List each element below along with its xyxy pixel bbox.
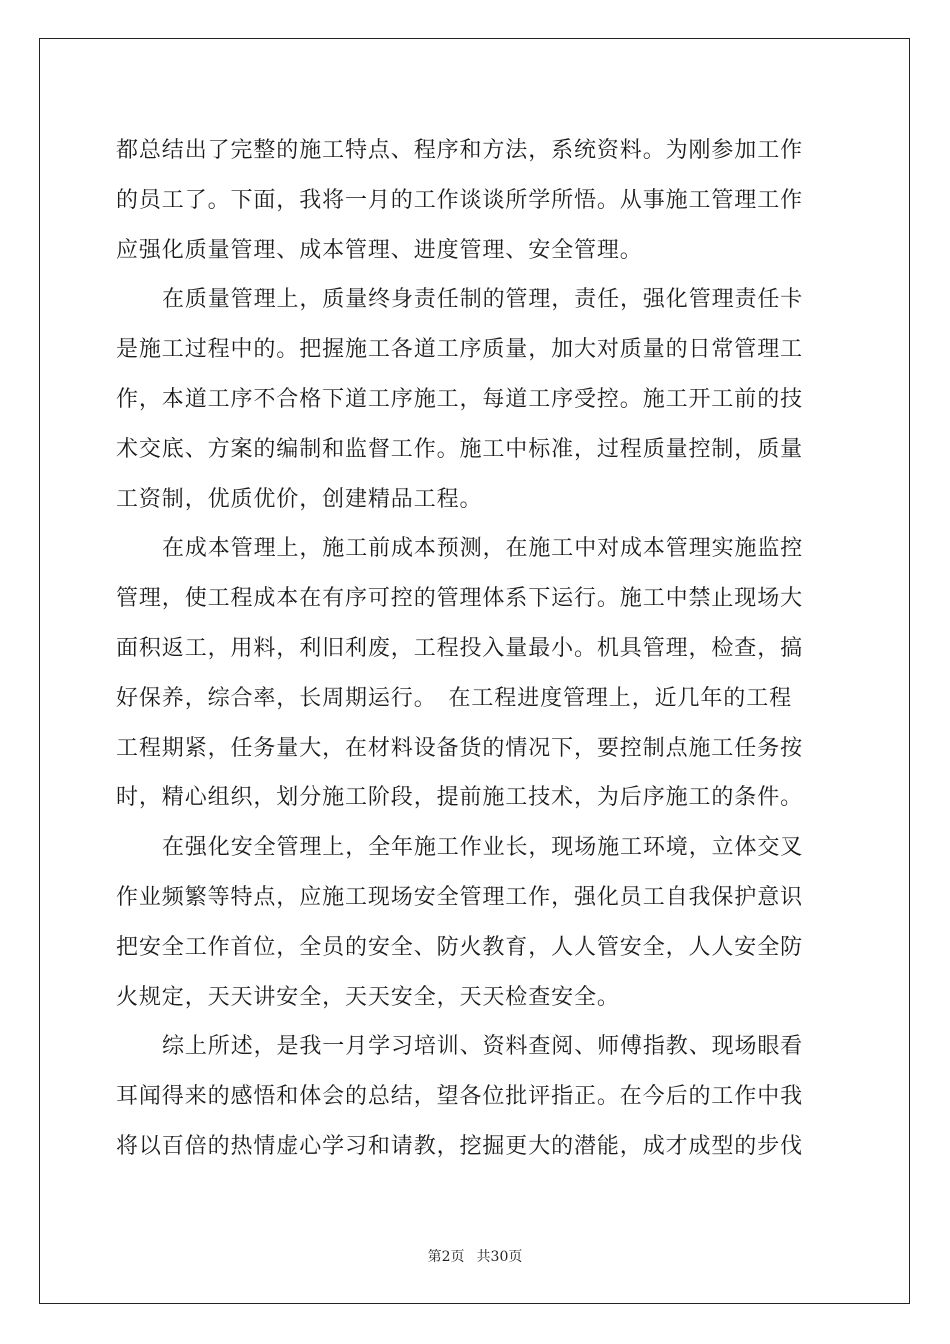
text-line: 工程期紧，任务量大，在材料设备货的情况下，要控制点施工任务按 xyxy=(116,735,804,761)
document-body xyxy=(116,126,836,1172)
text-line: 面积返工，用料，利旧利废，工程投入量最小。机具管理，检查，搞 xyxy=(116,635,804,661)
text-line: 作，本道工序不合格下道工序施工，每道工序受控。施工开工前的技 xyxy=(116,386,804,412)
page-footer xyxy=(0,1246,950,1266)
text-line: 作业频繁等特点，应施工现场安全管理工作，强化员工自我保护意识 xyxy=(116,884,804,910)
paragraph-first-line: 在成本管理上，施工前成本预测，在施工中对成本管理实施监控 xyxy=(162,536,804,562)
text-line: 工资制，优质优价，创建精品工程。 xyxy=(116,486,483,512)
text-line: 将以百倍的热情虚心学习和请教，挖掘更大的潜能，成才成型的步伐 xyxy=(116,1133,804,1159)
paragraph-first-line: 在强化安全管理上，全年施工作业长，现场施工环境，立体交叉 xyxy=(162,835,804,861)
text-line: 术交底、方案的编制和监督工作。施工中标准，过程质量控制，质量 xyxy=(116,436,804,462)
page-number: 第2页 xyxy=(427,1249,465,1265)
text-line: 都总结出了完整的施工特点、程序和方法，系统资料。为刚参加工作 xyxy=(116,138,804,163)
text-line: 管理，使工程成本在有序可控的管理体系下运行。施工中禁止现场大 xyxy=(116,586,804,612)
text-line: 是施工过程中的。把握施工各道工序质量，加大对质量的日常管理工 xyxy=(116,337,804,363)
text-line: 好保养，综合率，长周期运行。 在工程进度管理上，近几年的工程 xyxy=(116,685,793,711)
text-line: 时，精心组织，划分施工阶段，提前施工技术，为后序施工的条件。 xyxy=(116,785,804,811)
text-line: 耳闻得来的感悟和体会的总结，望各位批评指正。在今后的工作中我 xyxy=(116,1084,804,1110)
page-total: 共30页 xyxy=(476,1249,523,1265)
text-line: 的员工了。下面，我将一月的工作谈谈所学所悟。从事施工管理工作 xyxy=(116,187,804,213)
paragraph-first-line: 在质量管理上，质量终身责任制的管理，责任，强化管理责任卡 xyxy=(162,287,804,313)
text-line: 把安全工作首位，全员的安全、防火教育，人人管安全，人人安全防 xyxy=(116,934,804,960)
text-line: 火规定，天天讲安全，天天安全，天天检查安全。 xyxy=(116,984,620,1010)
paragraph-first-line: 综上所述，是我一月学习培训、资料查阅、师傅指教、现场眼看 xyxy=(162,1034,804,1060)
text-line: 应强化质量管理、成本管理、进度管理、安全管理。 xyxy=(116,237,643,263)
